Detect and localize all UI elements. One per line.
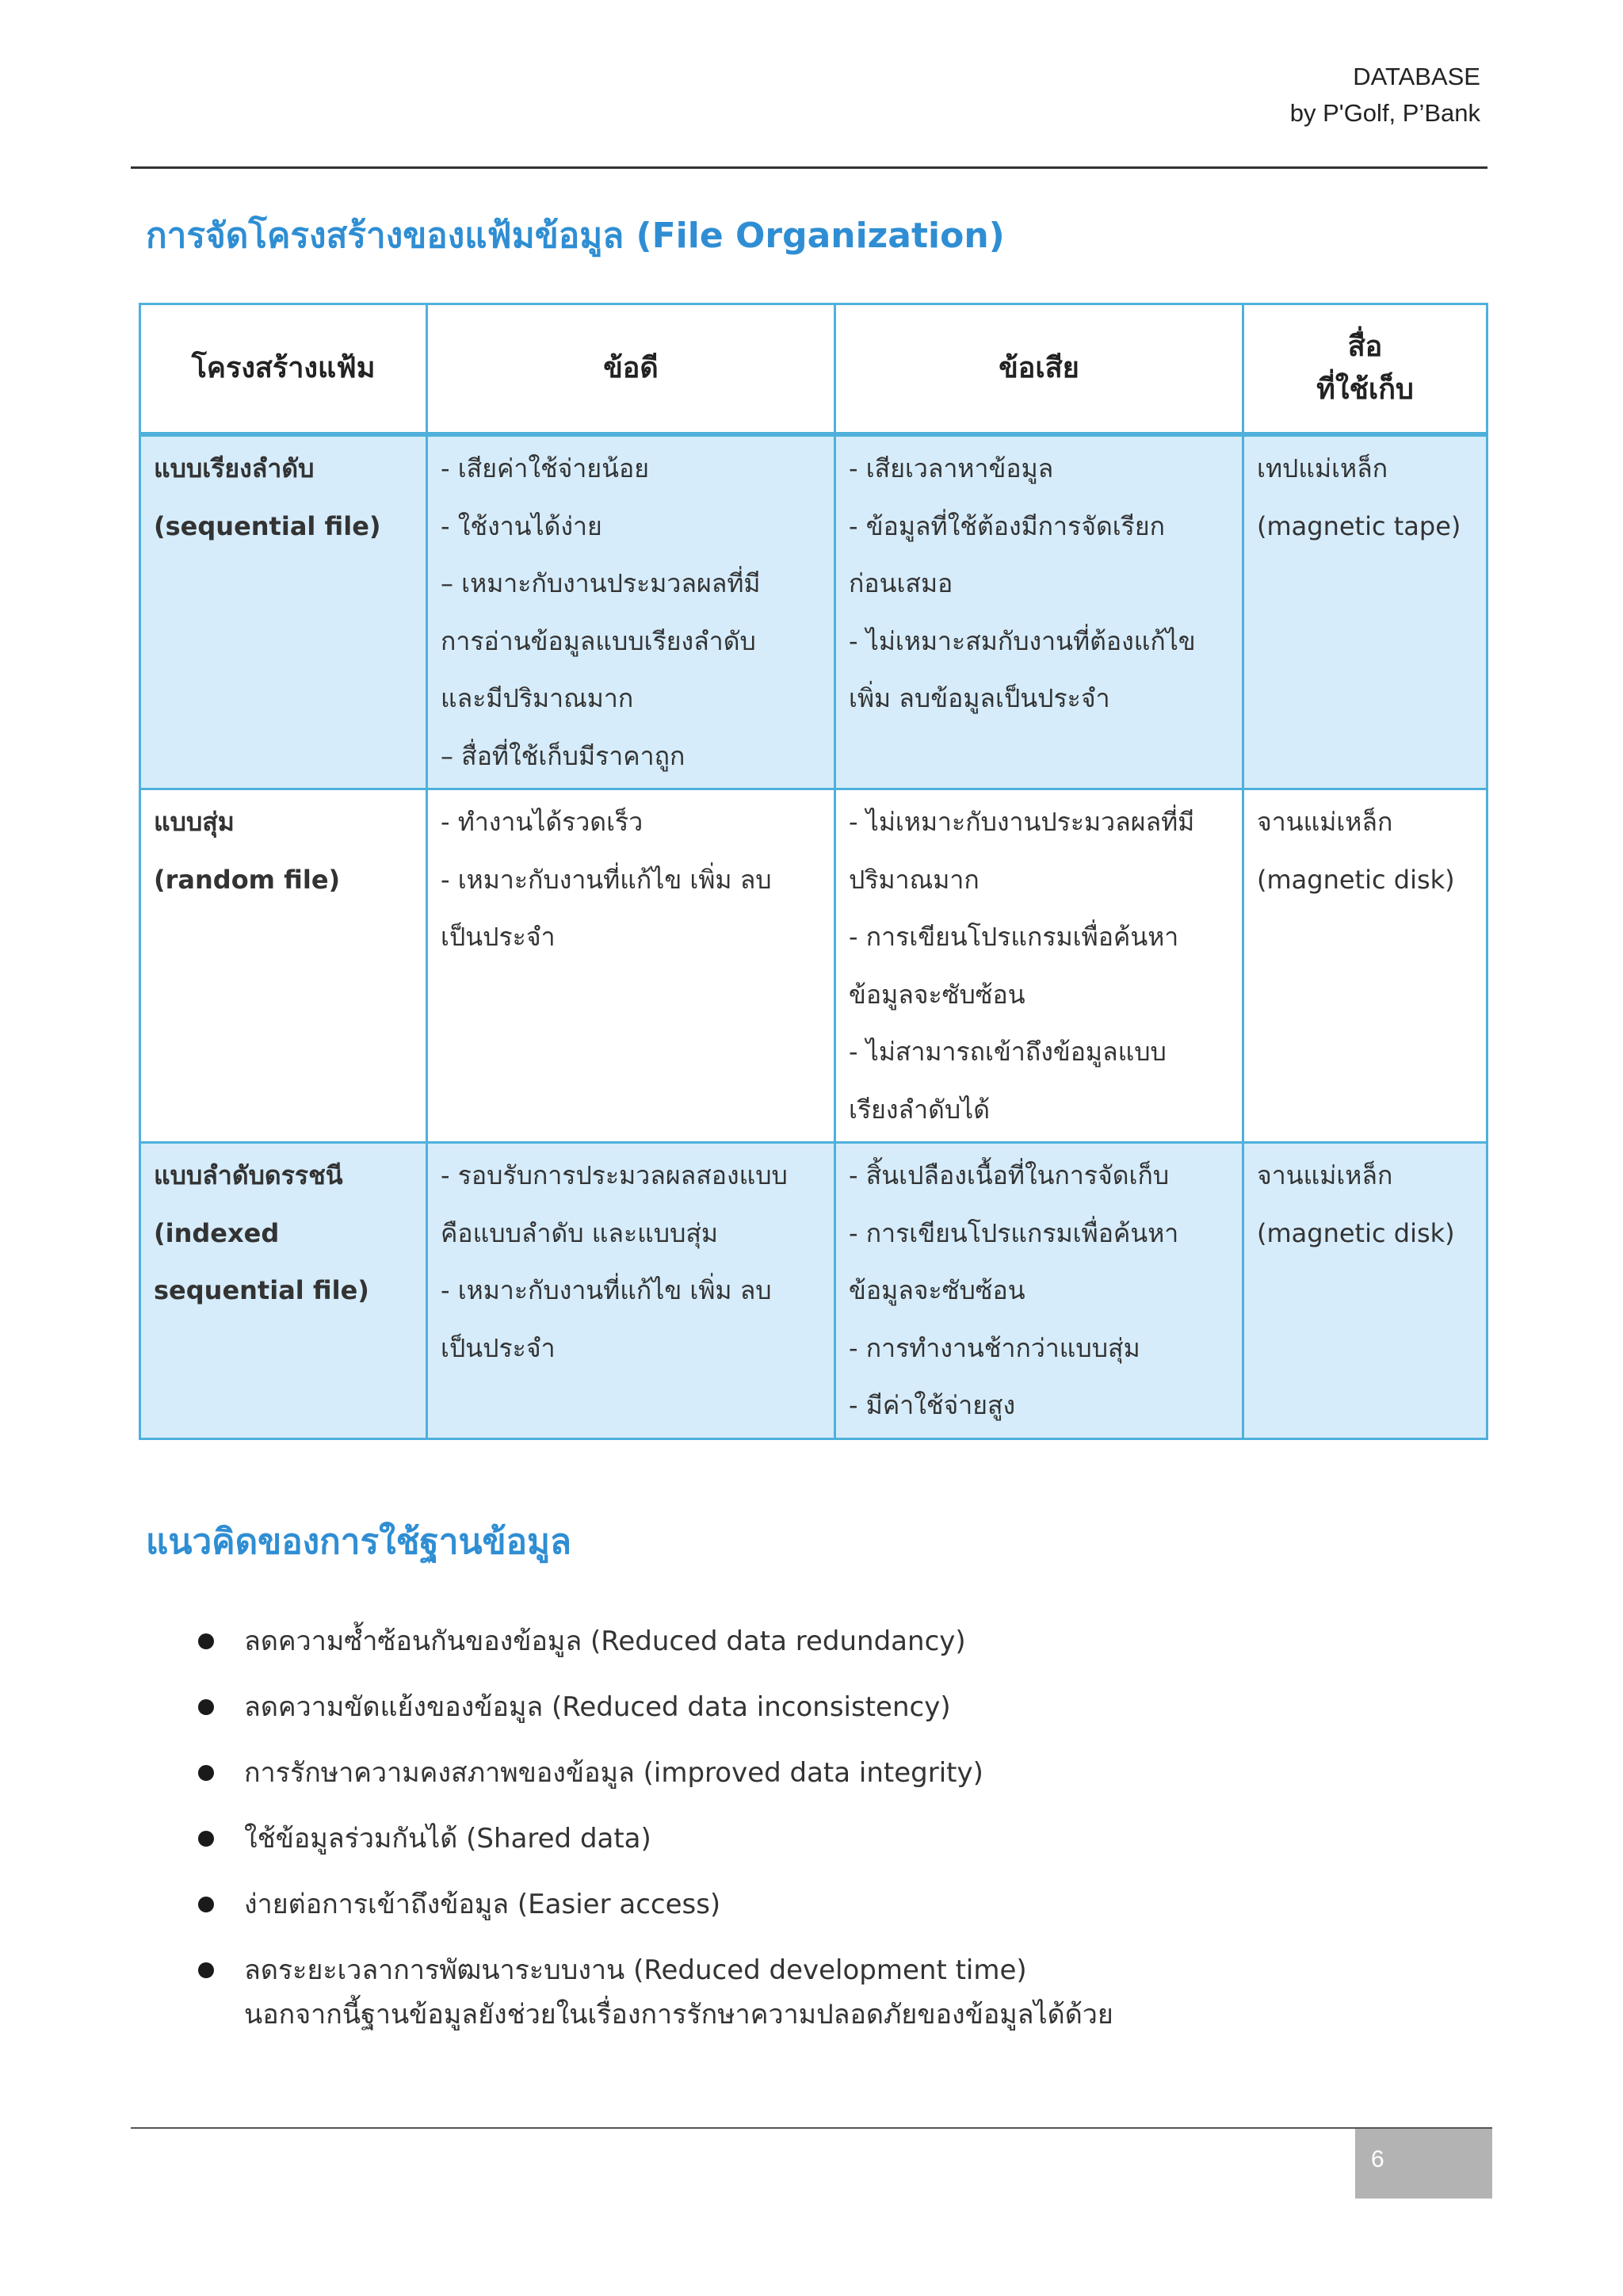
cell-media <box>1243 434 1487 789</box>
cell-disadvantages <box>835 789 1243 1143</box>
cell-advantages-line: - เหมาะกับงานที่แก้ไข เพิ่ม ลบ <box>441 864 772 895</box>
cell-disadvantages-line: ปริมาณมาก <box>849 864 980 895</box>
list-item-text: การรักษาความคงสภาพของข้อมูล (improved data integrity) <box>244 1757 983 1789</box>
cell-advantages-line: การอ่านข้อมูลแบบเรียงลำดับ <box>441 625 756 656</box>
section-title-file-organization: การจัดโครงสร้างของแฟ้มข้อมูล (File Organization) <box>146 216 1005 256</box>
cell-media-line: จานแม่เหล็ก <box>1257 807 1393 837</box>
cell-structure <box>140 1143 427 1439</box>
cell-advantages-line: - เหมาะกับงานที่แก้ไข เพิ่ม ลบ <box>441 1275 772 1305</box>
concepts-note: นอกจากนี้ฐานข้อมูลยังช่วยในเรื่องการรักษาความปลอดภัยของข้อมูลได้ด้วย <box>244 1999 1113 2030</box>
list-item-text: ลดความซ้ำซ้อนกันของข้อมูล (Reduced data redundancy) <box>244 1626 966 1657</box>
bullet-icon <box>198 1831 214 1847</box>
bullet-icon <box>198 1699 214 1715</box>
list-item <box>190 1609 1027 1675</box>
list-item-text: ใช้ข้อมูลร่วมกันได้ (Shared data) <box>244 1823 651 1855</box>
header-advantages: ข้อดี <box>427 304 835 435</box>
cell-media-line: (magnetic disk) <box>1257 1217 1455 1248</box>
footer-divider <box>131 2127 1492 2129</box>
cell-disadvantages-line: เพิ่ม ลบข้อมูลเป็นประจำ <box>849 683 1110 713</box>
list-item <box>190 1740 1027 1806</box>
header-disadvantages: ข้อเสีย <box>835 304 1243 435</box>
list-item-text: ลดความขัดแย้งของข้อมูล (Reduced data inconsistency) <box>244 1691 951 1723</box>
cell-disadvantages-line: - การเขียนโปรแกรมเพื่อค้นหา <box>849 922 1179 952</box>
cell-structure-line: sequential file) <box>154 1275 369 1305</box>
cell-disadvantages-line: - ไม่สามารถเข้าถึงข้อมูลแบบ <box>849 1037 1167 1067</box>
table-row <box>140 1143 1487 1439</box>
cell-advantages <box>427 789 835 1143</box>
cell-disadvantages-line: - ไม่เหมาะกับงานประมวลผลที่มี <box>849 807 1195 837</box>
cell-structure-line: (random file) <box>154 864 341 895</box>
cell-structure-line: (indexed <box>154 1217 280 1248</box>
header-media <box>1243 304 1487 435</box>
cell-advantages-line: - ทำงานได้รวดเร็ว <box>441 807 643 837</box>
cell-advantages-line: เป็นประจำ <box>441 1332 556 1363</box>
cell-structure-line: แบบเรียงลำดับ <box>154 453 315 483</box>
cell-media-line: เทปแม่เหล็ก <box>1257 453 1388 483</box>
cell-advantages-line: – เหมาะกับงานประมวลผลที่มี <box>441 568 761 598</box>
cell-advantages <box>427 434 835 789</box>
section-title-database-concepts: แนวคิดของการใช้ฐานข้อมูล <box>146 1522 572 1562</box>
cell-disadvantages-line: ข้อมูลจะซับซ้อน <box>849 979 1025 1010</box>
file-organization-table <box>139 303 1488 1440</box>
page-number-box <box>1355 2129 1492 2199</box>
cell-media-line: (magnetic tape) <box>1257 510 1461 541</box>
cell-advantages-line: - รอบรับการประมวลผลสองแบบ <box>441 1160 788 1190</box>
header-authors: by P'Golf, P’Bank <box>1289 99 1480 127</box>
cell-disadvantages-line: ข้อมูลจะซับซ้อน <box>849 1275 1025 1305</box>
cell-disadvantages-line: - เสียเวลาหาข้อมูล <box>849 453 1054 483</box>
header-structure: โครงสร้างแฟ้ม <box>140 304 427 435</box>
cell-advantages <box>427 1143 835 1439</box>
cell-disadvantages-line: - มีค่าใช้จ่ายสูง <box>849 1390 1016 1420</box>
cell-structure-line: (sequential file) <box>154 510 381 541</box>
bullet-icon <box>198 1897 214 1912</box>
cell-disadvantages-line: - ไม่เหมาะสมกับงานที่ต้องแก้ไข <box>849 625 1196 656</box>
cell-disadvantages <box>835 434 1243 789</box>
table-row <box>140 789 1487 1143</box>
cell-media-line: (magnetic disk) <box>1257 864 1455 895</box>
cell-disadvantages-line: เรียงลำดับได้ <box>849 1094 991 1125</box>
header-media-line2: ที่ใช้เก็บ <box>1316 373 1414 406</box>
page-number: 6 <box>1371 2146 1384 2172</box>
bullet-icon <box>198 1765 214 1781</box>
header-divider <box>131 166 1487 169</box>
cell-disadvantages-line: ก่อนเสมอ <box>849 568 953 598</box>
cell-media <box>1243 1143 1487 1439</box>
cell-structure-line: แบบสุ่ม <box>154 807 235 837</box>
cell-media <box>1243 789 1487 1143</box>
header-media-line1: สื่อ <box>1347 330 1383 363</box>
table-header-row <box>140 304 1487 435</box>
cell-disadvantages-line: - สิ้นเปลืองเนื้อที่ในการจัดเก็บ <box>849 1160 1170 1190</box>
list-item-text: ลดระยะเวลาการพัฒนาระบบงาน (Reduced development time) <box>244 1954 1027 1986</box>
bullet-icon <box>198 1633 214 1649</box>
cell-structure-line: แบบลำดับดรรชนี <box>154 1160 343 1190</box>
database-concepts-list <box>190 1609 1027 2004</box>
page-header <box>1290 59 1480 132</box>
list-item-text: ง่ายต่อการเข้าถึงข้อมูล (Easier access) <box>244 1889 721 1920</box>
cell-advantages-line: - ใช้งานได้ง่าย <box>441 510 602 541</box>
cell-structure <box>140 434 427 789</box>
table-row <box>140 434 1487 789</box>
list-item <box>190 1675 1027 1740</box>
bullet-icon <box>198 1962 214 1978</box>
cell-disadvantages <box>835 1143 1243 1439</box>
cell-disadvantages-line: - การทำงานช้ากว่าแบบสุ่ม <box>849 1332 1140 1363</box>
cell-advantages-line: – สื่อที่ใช้เก็บมีราคาถูก <box>441 740 685 771</box>
cell-advantages-line: เป็นประจำ <box>441 922 556 952</box>
cell-structure <box>140 789 427 1143</box>
cell-advantages-line: และมีปริมาณมาก <box>441 683 634 713</box>
list-item <box>190 1872 1027 1938</box>
cell-advantages-line: คือแบบลำดับ และแบบสุ่ม <box>441 1217 719 1248</box>
cell-media-line: จานแม่เหล็ก <box>1257 1160 1393 1190</box>
cell-advantages-line: - เสียค่าใช้จ่ายน้อย <box>441 453 649 483</box>
cell-disadvantages-line: - การเขียนโปรแกรมเพื่อค้นหา <box>849 1217 1179 1248</box>
list-item <box>190 1806 1027 1872</box>
header-title: DATABASE <box>1353 63 1480 90</box>
cell-disadvantages-line: - ข้อมูลที่ใช้ต้องมีการจัดเรียก <box>849 510 1165 541</box>
